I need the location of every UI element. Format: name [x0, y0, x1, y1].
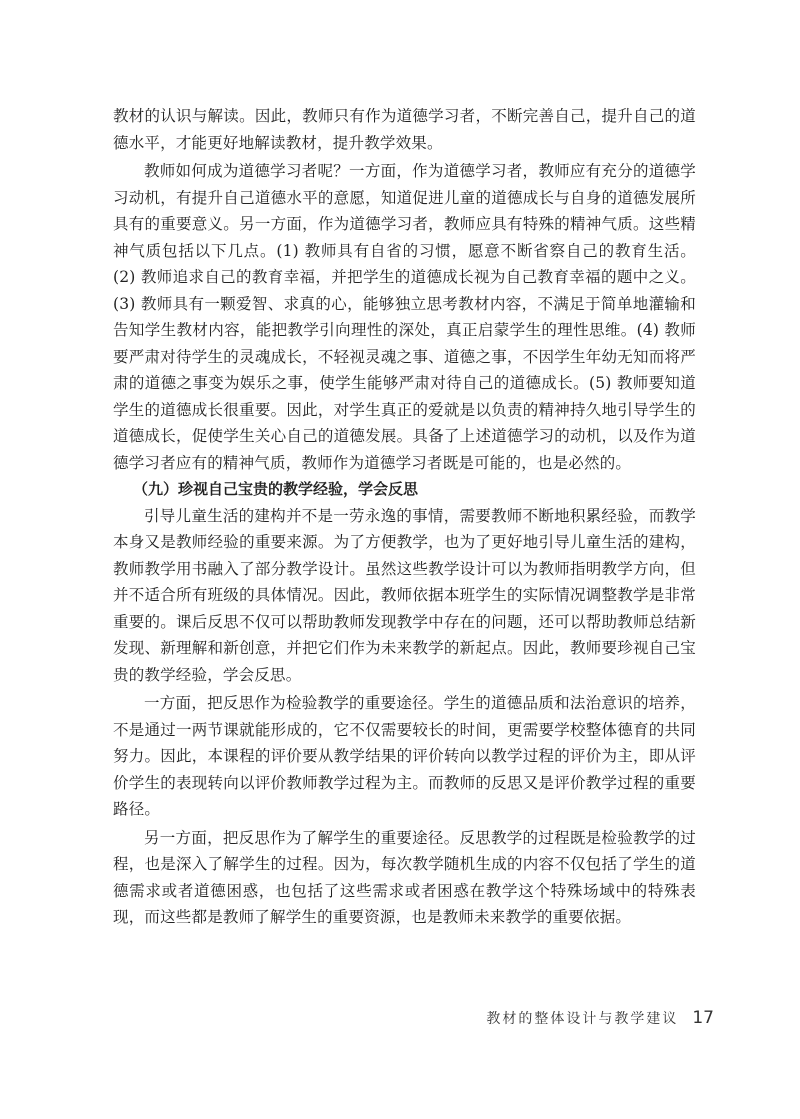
page-body	[113, 103, 696, 931]
section-heading: （九）珍视自己宝贵的教学经验，学会反思	[133, 480, 419, 498]
paragraph-reflection-evaluation: 一方面，把反思作为检验教学的重要途径。学生的道德品质和法治意识的培养，不是通过一两节课就能形成的，它不仅需要较长的时间，更需要学校整体德育的共同努力。因此，本课程的评价要从教学结果的评价转向以教学过程的评价为主，即从评价学生的表现转向以评价教师教学过程为主。而教师的反思又是评价教学过程的重要路径。	[113, 694, 696, 818]
paragraph-moral-learner: 教师如何成为道德学习者呢？一方面，作为道德学习者，教师应有充分的道德学习动机，有提升自己道德水平的意愿，知道促进儿童的道德成长与自身的道德发展所具有的重要意义。另一方面，作为道德学习者，教师应具有特殊的精神气质。这些精神气质包括以下几点。(1) 教师具有自省的习惯，愿意不断省察自己的教育生活。(2) 教师追求自己的教育幸福，并把学生的道德成长视为自己教育幸福的题中之义。(3) 教师具有一颗爱智、求真的心，能够独立思考教材内容，不满足于简单地灌输和告知学生教材内容，能把教学引向理性的深处，真正启蒙学生的理性思维。(4) 教师要严肃对待学生的灵魂成长，不轻视灵魂之事、道德之事，不因学生年幼无知而将严肃的道德之事变为娱乐之事，使学生能够严肃对待自己的道德成长。(5) 教师要知道学生的道德成长很重要。因此，对学生真正的爱就是以负责的精神持久地引导学生的道德成长，促使学生关心自己的道德发展。具备了上述道德学习的动机，以及作为道德学习者应有的精神气质，教师作为道德学习者既是可能的，也是必然的。	[113, 162, 696, 472]
running-footer-title: 教材的整体设计与教学建议	[486, 1011, 679, 1027]
paragraph-reflection-students: 另一方面，把反思作为了解学生的重要途径。反思教学的过程既是检验教学的过程，也是深入了解学生的过程。因为，每次教学随机生成的内容不仅包括了学生的道德需求或者道德困惑，也包括了这些需求或者困惑在教学这个特殊场域中的特殊表现，而这些都是教师了解学生的重要资源，也是教师未来教学的重要依据。	[113, 828, 696, 926]
page-number: 17	[692, 1008, 714, 1028]
paragraph-experience: 引导儿童生活的建构并不是一劳永逸的事情，需要教师不断地积累经验，而教学本身又是教师经验的重要来源。为了方便教学，也为了更好地引导儿童生活的建构，教师教学用书融入了部分教学设计。虽然这些教学设计可以为教师指明教学方向，但并不适合所有班级的具体情况。因此，教师依据本班学生的实际情况调整教学是非常重要的。课后反思不仅可以帮助教师发现教学中存在的问题，还可以帮助教师总结新发现、新理解和新创意，并把它们作为未来教学的新起点。因此，教师要珍视自己宝贵的教学经验，学会反思。	[113, 506, 696, 684]
page-footer	[486, 1008, 714, 1028]
paragraph-intro: 教材的认识与解读。因此，教师只有作为道德学习者，不断完善自己，提升自己的道德水平，才能更好地解读教材，提升教学效果。	[113, 107, 696, 152]
